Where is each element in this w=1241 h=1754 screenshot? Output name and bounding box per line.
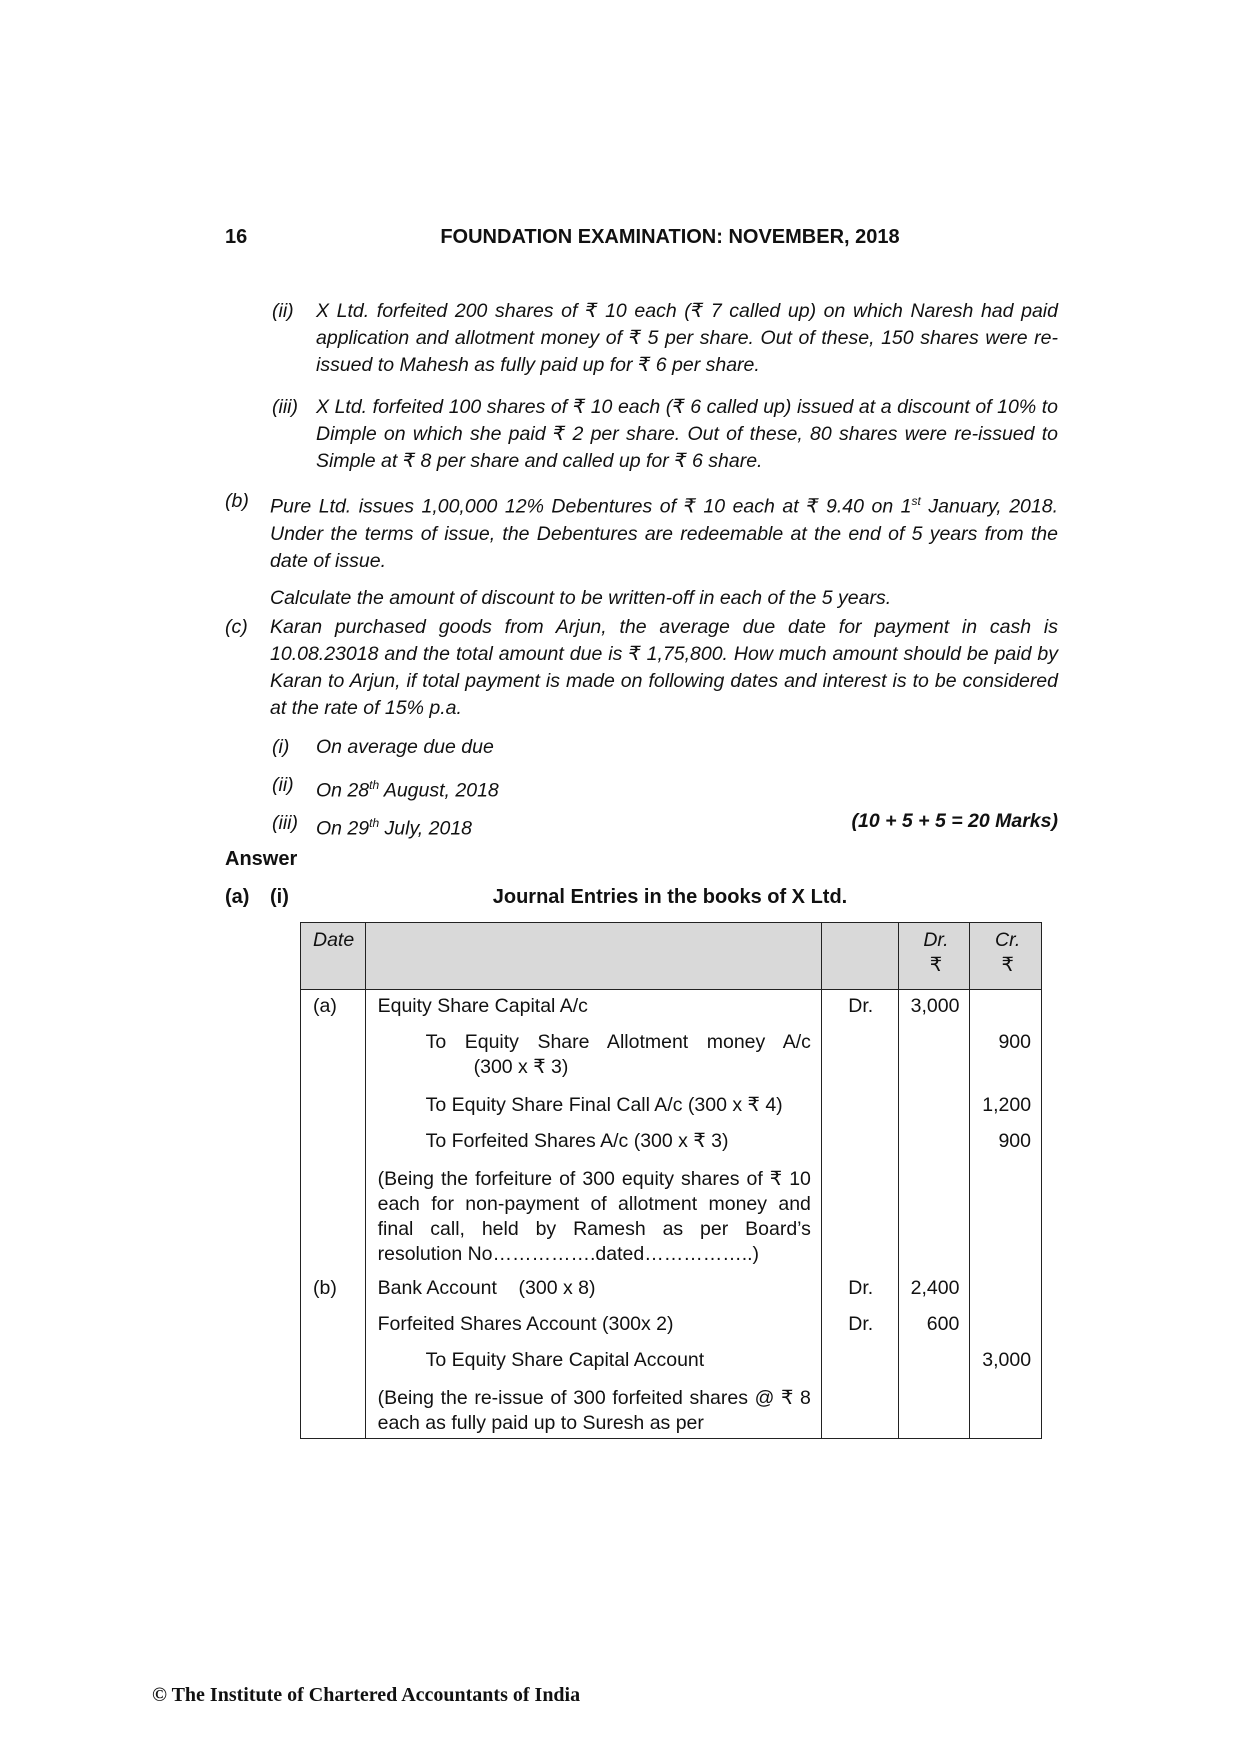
dr-mark: Dr. <box>821 1306 898 1342</box>
credit-amount: 900 <box>970 1123 1042 1159</box>
item-text-b: August, 2018 <box>379 779 499 802</box>
table-row <box>301 1342 1042 1378</box>
footer-copyright: © The Institute of Chartered Accountants of India <box>152 1684 581 1706</box>
narration: (Being the forfeiture of 300 equity shares of ₹ 10 each for non-payment of allotment money and final call, held by Ramesh as per Board’s resolution No…………….dated……………..) <box>365 1159 821 1272</box>
page-header-title: FOUNDATION EXAMINATION: NOVEMBER, 2018 <box>440 226 900 248</box>
debit-amount <box>898 1085 970 1123</box>
question-b <box>225 488 1058 612</box>
superscript: st <box>911 494 921 508</box>
item-text-a: On 28 <box>316 779 370 802</box>
currency-symbol: ₹ <box>929 954 943 976</box>
journal-entries-table <box>300 922 1042 1439</box>
table-row <box>301 1272 1042 1306</box>
credit-amount: 1,200 <box>970 1085 1042 1123</box>
item-label: (ii) <box>272 774 294 796</box>
currency-symbol: ₹ <box>1001 954 1014 976</box>
credit-label: Cr. <box>995 929 1021 951</box>
debit-amount <box>898 1024 970 1085</box>
debit-label: Dr. <box>923 929 949 951</box>
marks-allocation: (10 + 5 + 5 = 20 Marks) <box>851 810 1058 832</box>
question-c-item-3 <box>272 810 752 843</box>
item-text <box>316 810 752 843</box>
item-label: (iii) <box>272 396 298 418</box>
entry-date <box>301 1085 366 1123</box>
debit-amount: 600 <box>898 1306 970 1342</box>
particulars <box>365 1342 821 1378</box>
particulars-line: To Equity Share Allotment money A/c <box>425 1031 811 1053</box>
item-label: (c) <box>225 616 248 638</box>
table-header-row <box>301 923 1042 990</box>
item-text-b: July, 2018 <box>379 817 473 840</box>
question-c-item-1 <box>272 734 872 761</box>
entry-date <box>301 1378 366 1439</box>
entry-date <box>301 1159 366 1272</box>
column-header-debit <box>898 923 970 990</box>
credit-amount <box>970 1306 1042 1342</box>
question-c <box>225 614 1058 722</box>
narration: (Being the re-issue of 300 forfeited shares @ ₹ 8 each as fully paid up to Suresh as per <box>365 1378 821 1439</box>
dr-mark: Dr. <box>821 990 898 1025</box>
table-row <box>301 990 1042 1025</box>
dr-mark <box>821 1085 898 1123</box>
credit-amount: 3,000 <box>970 1342 1042 1378</box>
item-label: (iii) <box>272 812 298 834</box>
dr-mark <box>821 1342 898 1378</box>
column-header-date: Date <box>301 923 366 990</box>
particulars-line: To Forfeited Shares A/c (300 x ₹ 3) <box>425 1130 729 1152</box>
answer-part-label: (a) <box>225 886 250 908</box>
dr-mark <box>821 1024 898 1085</box>
debit-amount <box>898 1123 970 1159</box>
dr-mark: Dr. <box>821 1272 898 1306</box>
particulars-line: (300 x ₹ 3) <box>473 1056 569 1078</box>
item-text <box>316 772 872 805</box>
debit-amount <box>898 1378 970 1439</box>
question-c-text: Karan purchased goods from Arjun, the average due date for payment in cash is 10.08.23018 and the total amount due is ₹ 1,75,800. How much amount should be paid by Karan to Arjun, if total payment is made on following dates and interest is to be considered at the rate of 15% p.a. <box>270 616 1058 719</box>
question-a-ii <box>272 298 1058 379</box>
debit-amount: 2,400 <box>898 1272 970 1306</box>
debit-amount <box>898 1342 970 1378</box>
table-row <box>301 1378 1042 1439</box>
item-label: (i) <box>272 736 290 758</box>
particulars <box>365 1085 821 1123</box>
credit-amount <box>970 990 1042 1025</box>
table-row <box>301 1306 1042 1342</box>
column-header-dr-mark <box>821 923 898 990</box>
table-row <box>301 1123 1042 1159</box>
entry-date: (b) <box>301 1272 366 1306</box>
credit-amount <box>970 1272 1042 1306</box>
debit-amount: 3,000 <box>898 990 970 1025</box>
question-b-instruction: Calculate the amount of discount to be written-off in each of the 5 years. <box>270 586 892 609</box>
question-b-text-a: Pure Ltd. issues 1,00,000 12% Debentures of ₹ 10 each at ₹ 9.40 on 1 <box>270 495 912 518</box>
question-a-iii-text: X Ltd. forfeited 100 shares of ₹ 10 each (₹ 6 called up) issued at a discount of 10% to Dimple on which she paid ₹ 2 per share. Out of these, 80 shares were re-issued to Simple at ₹ 8 per share and called up for ₹ 6 share. <box>316 396 1058 472</box>
table-row <box>301 1159 1042 1272</box>
journal-table-title: Journal Entries in the books of X Ltd. <box>492 886 848 908</box>
question-c-item-2 <box>272 772 872 805</box>
superscript: th <box>369 816 380 830</box>
particulars-line: To Equity Share Capital Account <box>425 1349 705 1371</box>
question-a-ii-text: X Ltd. forfeited 200 shares of ₹ 10 each (₹ 7 called up) on which Naresh had paid application and allotment money of ₹ 5 per share. Out of these, 150 shares were re-issued to Mahesh as fully paid up for ₹ 6 per share. <box>316 300 1058 376</box>
answer-heading: Answer <box>225 848 298 870</box>
particulars: Forfeited Shares Account (300x 2) <box>365 1306 821 1342</box>
answer-sub-label: (i) <box>270 886 289 908</box>
credit-amount: 900 <box>970 1024 1042 1085</box>
table-row <box>301 1085 1042 1123</box>
question-b-text <box>270 488 1058 575</box>
particulars: Equity Share Capital A/c <box>365 990 821 1025</box>
question-b-text-b: January, 2018. Under the terms of issue, the Debentures are redeemable at the end of 5 years from the date of issue. <box>270 495 1058 572</box>
item-label: (ii) <box>272 300 294 322</box>
entry-date <box>301 1123 366 1159</box>
particulars: Bank Account (300 x 8) <box>365 1272 821 1306</box>
particulars <box>365 1024 821 1085</box>
column-header-credit <box>970 923 1042 990</box>
dr-mark <box>821 1123 898 1159</box>
item-text: On average due due <box>316 736 494 758</box>
superscript: th <box>369 778 380 792</box>
credit-amount <box>970 1159 1042 1272</box>
question-a-iii <box>272 394 1058 475</box>
particulars-line: To Equity Share Final Call A/c (300 x ₹ 4) <box>425 1094 783 1116</box>
table-row <box>301 1024 1042 1085</box>
entry-date <box>301 1024 366 1085</box>
entry-date <box>301 1306 366 1342</box>
dr-mark <box>821 1378 898 1439</box>
debit-amount <box>898 1159 970 1272</box>
item-label: (b) <box>225 490 249 512</box>
dr-mark <box>821 1159 898 1272</box>
entry-date <box>301 1342 366 1378</box>
page-number: 16 <box>225 226 248 248</box>
column-header-particulars <box>365 923 821 990</box>
item-text-a: On 29 <box>316 817 370 840</box>
particulars <box>365 1123 821 1159</box>
entry-date: (a) <box>301 990 366 1025</box>
credit-amount <box>970 1378 1042 1439</box>
